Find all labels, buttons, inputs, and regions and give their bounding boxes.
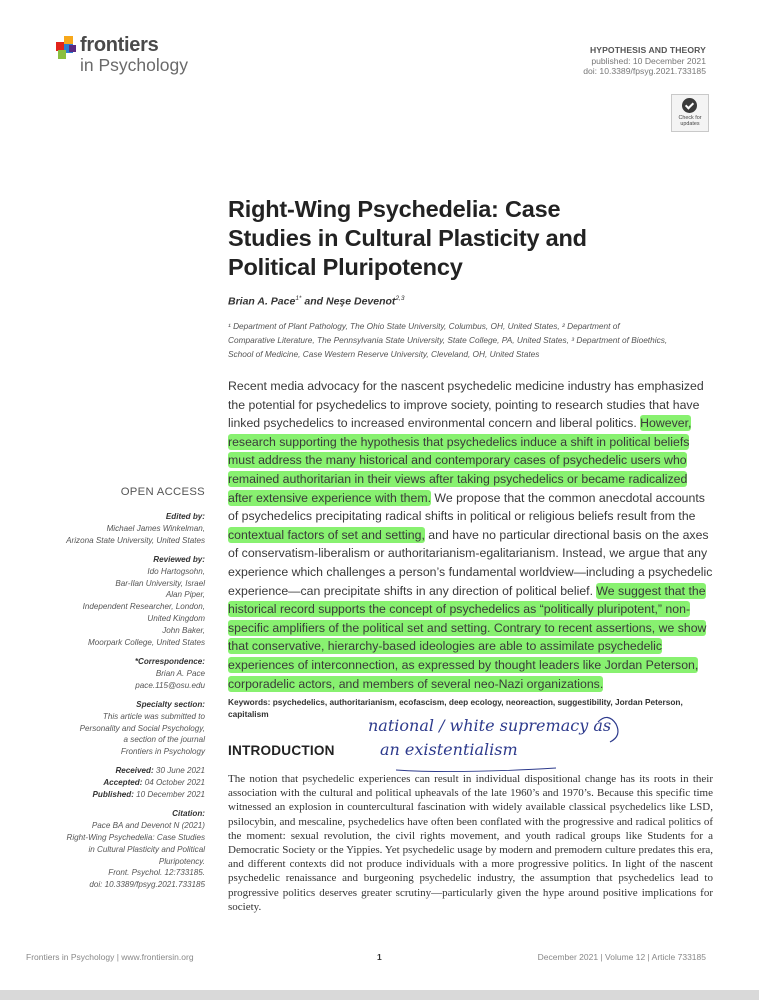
received-label: Received: [115,766,154,776]
check-updates-label [672,115,708,127]
reviewer-affiliation: Independent Researcher, London, [82,602,205,612]
citation-text: Pluripotency. [158,856,205,866]
article-meta-header [583,45,706,77]
introduction-body: The notion that psychedelic experiences can result in individual dispositional change has its roots in their association with the cultural and political upheavals of the late 1960’s and 1970’s. Because this specific time witnessed an explosion in countercultural fascination with widely available classical psychedelics like LSD, psilocybin, and mescaline, psychedelics have often been conflated with the progressive and radical politics of the moment: sexual revolution, the civil rights movement, and youth radical groups like Students for a Democratic Society or the Yippies. Yet psychedelic usage by modern and premodern culture predates this era, and different contexts did not produce individuals with a more progressive politics. In light of the nascent psychedelic renaissance and burgeoning psychedelic industry, the assumption that psychedelics lead to progressive politics deserves greater scrutiny—particularly given the hype around positive implications for society. [228,773,713,913]
abstract-text: Recent media advocacy for the nascent psychedelic medicine industry has emphasized the potential for psychedelics to improve society, pointing to research studies that have linked psychedelics to increased environmental concern and liberal politics. [228,379,704,431]
published-label: Published: [92,790,134,800]
logo-word-journal: in Psychology [80,55,188,75]
page-bottom-edge [0,990,759,1000]
citation-text: Pace BA and Devenot N (2021) [91,820,205,830]
received-value: 30 June 2021 [153,766,205,776]
title-line-1: Right-Wing Psychedelia: Case [228,196,561,222]
open-access-label: OPEN ACCESS [120,486,205,498]
author-2-affil: 2,3 [395,295,405,302]
reviewer-name: John Baker, [162,626,205,636]
specialty-text: Personality and Social Psychology, [79,723,205,733]
article-sidebar [40,511,205,891]
specialty-text: Frontiers in Psychology [120,747,205,757]
footer-page-number: 1 [377,952,382,962]
abstract-text: and have no particular directional basis on the axes of conservatism-liberalism or authoritarianism-egalitarianism. Instead, we argue that any experience which challenges a person’s fundamental worldview—including a psychedelic experience—can precipitate shifts in any direction of political belief. [228,527,713,598]
citation-text: Front. Psychol. 12:733185. [108,868,205,878]
article-title [228,195,668,282]
reviewed-by-label: Reviewed by: [153,554,205,564]
accepted-date [40,777,205,789]
check-label-line1: Check for [678,115,702,121]
edited-by-label: Edited by: [165,512,205,521]
specialty-text: a section of the journal [123,735,205,745]
correspondence-email-link[interactable]: pace.115@osu.edu [135,680,205,690]
correspondence-name: Brian A. Pace [155,668,205,678]
correspondence-label: *Correspondence: [134,656,205,666]
handwritten-note-line2: an existentialism [380,740,518,759]
accepted-label: Accepted: [103,778,143,788]
frontiers-logo-icon [56,36,78,60]
editor-name: Michael James Winkelman, [106,523,205,533]
editor-affiliation: Arizona State University, United States [66,535,205,545]
handwritten-note-line1: national / white supremacy as [368,716,612,735]
affiliations: ¹ Department of Plant Pathology, The Ohio State University, Columbus, OH, United States, ² Department of Comparative Literature, The Pennsylvania State University, State College, PA, United States, ³ Department of Bioethics, School of Medicine, Case Western Reserve University, Cleveland, OH, United States [228,321,668,359]
highlighted-passage: We suggest that the historical record supports the concept of psychedelics as “politically pluripotent,” non-specific amplifiers of the political set and setting. Contrary to recent assertions, we show that conservative, hierarchy-based ideologies are able to assimilate psychedelic experiences of interconnection, as expressed by thought leaders like Jordan Peterson, corporadelic actors, and members of several neo-Nazi organizations. [228,583,707,691]
handwritten-note [368,714,698,762]
author-and: and [301,295,326,308]
journal-logo[interactable] [56,34,206,80]
article-doi[interactable]: doi: 10.3389/fpsyg.2021.733185 [583,66,706,76]
title-line-2: Studies in Cultural Plasticity and [228,225,587,251]
highlighted-passage: However, research supporting the hypothesis that psychedelics induce a shift in political beliefs must address the many historical and contemporary cases of psychedelic users who remained authoritarian in their views after taking psychedelics or became radicalized after extensive experience with them. [228,416,692,505]
received-date [40,765,205,777]
citation-text: in Cultural Plasticity and Political [88,844,205,854]
published-date: published: 10 December 2021 [591,55,706,66]
reviewer-name: Alan Piper, [165,590,205,600]
highlighted-passage: contextual factors of set and setting, [228,527,425,542]
citation-label: Citation: [172,808,205,818]
accepted-value: 04 October 2021 [142,778,205,788]
check-label-line2: updates [680,121,700,127]
citation-text: Right-Wing Psychedelia: Case Studies [66,832,205,842]
footer-issue-info: December 2021 | Volume 12 | Article 733185 [537,952,706,962]
keywords-list: psychedelics, authoritarianism, ecofascism, deep ecology, neoreaction, suggestibility, Jordan Peterson, capitalism [228,697,683,719]
check-updates-icon [682,98,697,113]
reviewer-affiliation: Moorpark College, United States [88,638,205,648]
abstract-text: We propose that the common anecdotal accounts of psychedelics precipitating radical shifts in political or religious beliefs result from the [228,490,705,524]
author-list [228,295,404,308]
keywords-label: Keywords: [228,697,271,707]
abstract [228,377,713,693]
author-2[interactable]: Neşe Devenot [325,295,396,308]
logo-word-frontiers: frontiers [80,34,159,56]
specialty-text: This article was submitted to [102,711,205,721]
title-line-3: Political Pluripotency [228,254,463,280]
footer-journal-link[interactable]: Frontiers in Psychology | www.frontiersin.org [26,952,194,962]
specialty-section-label: Specialty section: [136,699,205,709]
author-1[interactable]: Brian A. Pace [228,295,296,308]
published-date-sidebar [40,789,205,801]
author-1-affil: 1* [295,295,302,302]
reviewer-affiliation: Bar-Ilan University, Israel [115,578,205,588]
section-heading-introduction: INTRODUCTION [228,743,335,758]
citation-doi-link[interactable]: doi: 10.3389/fpsyg.2021.733185 [89,880,205,890]
reviewer-name: Ido Hartogsohn, [147,566,205,576]
check-for-updates-button[interactable] [671,94,709,132]
published-value: 10 December 2021 [133,790,205,800]
article-type: HYPOTHESIS AND THEORY [589,45,706,55]
reviewer-affiliation: United Kingdom [147,614,205,624]
